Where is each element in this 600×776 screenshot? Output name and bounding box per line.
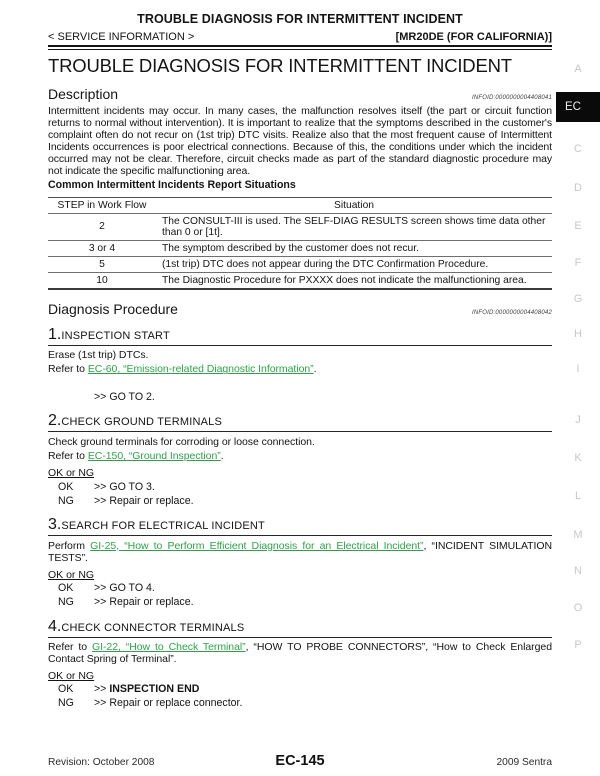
table-cell-step: 3 or 4: [48, 240, 156, 256]
result-row: [48, 496, 552, 508]
result-text: GO TO 4.: [109, 582, 155, 594]
reference-link[interactable]: GI-22, “How to Check Terminal”: [91, 641, 246, 653]
result-text: GO TO 2.: [109, 390, 155, 403]
margin-index-letter: I: [576, 363, 580, 375]
step-heading: [48, 326, 552, 346]
current-section-tab[interactable]: [556, 92, 600, 122]
result-row: [48, 583, 552, 595]
margin-index-letter: N: [574, 565, 582, 577]
margin-index-letter: C: [574, 143, 582, 155]
margin-index-letter: M: [573, 529, 583, 541]
result-text: Repair or replace connector.: [109, 697, 243, 710]
result-text: Repair or replace.: [109, 596, 194, 608]
table-row: [48, 213, 552, 240]
table-cell-step: 10: [48, 272, 156, 289]
revision-label: Revision: October 2008: [48, 757, 155, 768]
result-prefix: >>: [94, 390, 110, 403]
step-body-text: Refer to: [48, 450, 88, 463]
step-body-text: , “INCIDENT SIMULATION TESTS”.: [48, 539, 553, 564]
procedure-infoid-code: INFOID:0000000004408042: [472, 309, 552, 316]
step-body-line: [48, 451, 552, 463]
step-heading: [48, 516, 552, 536]
step-body-text: Erase (1st trip) DTCs.: [48, 349, 149, 362]
reference-link[interactable]: EC-150, “Ground Inspection”: [87, 450, 221, 463]
result-label: NG: [58, 697, 74, 710]
result-label: NG: [58, 494, 74, 507]
step-body-text: , “HOW TO PROBE CONNECTORS”, “How to Check Enlarged Contact Spring of Terminal”.: [48, 641, 552, 665]
step-title: INSPECTION START: [61, 329, 170, 342]
step-body-text: Refer to: [48, 641, 92, 653]
service-information-label: < SERVICE INFORMATION >: [48, 31, 195, 43]
result-action: [94, 684, 199, 696]
description-heading: Description: [48, 86, 119, 102]
result-text: INSPECTION END: [109, 683, 200, 696]
margin-index-letter: J: [575, 414, 581, 426]
margin-index-letter: P: [574, 639, 582, 651]
step-body-line: [48, 541, 552, 565]
description-infoid-code: INFOID:0000000004408041: [472, 95, 552, 101]
step-body-text: .: [313, 363, 317, 376]
result-prefix: >>: [94, 683, 110, 696]
step-body-line: [48, 437, 552, 449]
table-cell-step: 2: [48, 213, 156, 240]
table-cell-situation: The symptom described by the customer does not recur.: [156, 240, 552, 256]
table-cell-situation: The Diagnostic Procedure for PXXXX does not indicate the malfunctioning area.: [156, 272, 552, 289]
model-label: 2009 Sentra: [496, 757, 552, 768]
table-cell-situation: The CONSULT-III is used. The SELF-DIAG RESULTS screen shows time data other than 0 or [1t].: [156, 213, 552, 240]
result-prefix: >>: [94, 596, 110, 608]
step-number: 4.: [48, 617, 62, 635]
reference-link[interactable]: GI-25, “How to Perform Efficient Diagnosis for an Electrical Incident”: [90, 539, 424, 552]
margin-index-letter: L: [574, 490, 582, 502]
running-head-title: TROUBLE DIAGNOSIS FOR INTERMITTENT INCIDENT: [137, 12, 463, 26]
margin-index-letter: K: [574, 452, 582, 464]
step-number: 2.: [48, 412, 62, 430]
step-title: CHECK CONNECTOR TERMINALS: [61, 621, 245, 634]
result-label: OK: [58, 582, 74, 594]
margin-index-letter: G: [573, 293, 583, 305]
ok-or-ng-label: OK or NG: [48, 669, 95, 682]
table-header-row: [48, 197, 552, 213]
table-header-cell: STEP in Work Flow: [48, 197, 156, 213]
step-body-text: Refer to: [48, 363, 88, 376]
result-text: GO TO 3.: [109, 480, 155, 493]
result-label: NG: [58, 596, 74, 608]
margin-index-letter: E: [574, 220, 582, 232]
result-prefix: >>: [94, 480, 110, 493]
procedure-steps: [48, 326, 552, 710]
result-text: Repair or replace.: [109, 494, 194, 507]
result-prefix: >>: [94, 494, 110, 507]
table-cell-step: 5: [48, 256, 156, 272]
page-number: EC-145: [275, 753, 325, 769]
result-action: [94, 392, 155, 404]
step-title: CHECK GROUND TERMINALS: [61, 416, 223, 429]
current-section-label: EC: [565, 101, 581, 113]
result-row: [48, 482, 552, 494]
result-label: [58, 392, 94, 404]
result-action: [94, 496, 194, 508]
table-cell-situation: (1st trip) DTC does not appear during the DTC Confirmation Procedure.: [156, 256, 552, 272]
step-body-text: .: [220, 450, 224, 463]
step-body-line: [48, 364, 552, 376]
result-label: OK: [58, 683, 74, 696]
procedure-step: [48, 326, 552, 404]
result-action: [94, 698, 242, 710]
step-body-text: Check ground terminals for corroding or loose connection.: [48, 435, 315, 448]
step-heading: [48, 618, 552, 638]
table-row: [48, 272, 552, 289]
procedure-step: [48, 618, 552, 710]
result-prefix: >>: [94, 582, 110, 594]
description-paragraph: Intermittent incidents may occur. In many cases, the malfunction resolves itself (the part or circuit function returns to normal without intervention). It is important to realize that the symptoms described in the customer's complaint often do not recur on (1st trip) DTC visits. Realize also that the most frequent cause of Intermittent Incidents occurrences is poor electrical connections. Because of this, the conditions under which the incident occurred may not be clear. Therefore, circuit checks made as part of the standard diagnostic procedure may not indicate the specific malfunctioning area.: [48, 105, 552, 178]
result-label: OK: [58, 480, 74, 493]
step-title: SEARCH FOR ELECTRICAL INCIDENT: [61, 520, 265, 533]
report-situations-heading: Common Intermittent Incidents Report Situations: [48, 178, 296, 191]
ok-or-ng-label: OK or NG: [48, 467, 95, 480]
step-body-text: Perform: [48, 539, 91, 552]
step-body-line: [48, 642, 552, 666]
margin-index-letter: H: [574, 328, 582, 340]
result-action: [94, 597, 194, 609]
step-heading: [48, 412, 552, 432]
step-number: 3.: [48, 516, 62, 534]
step-number: 1.: [48, 325, 62, 343]
result-row: [48, 684, 552, 696]
result-prefix: >>: [94, 697, 110, 710]
page-footer: [48, 753, 552, 769]
table-row: [48, 240, 552, 256]
step-body-line: [48, 350, 552, 362]
reference-link[interactable]: EC-60, “Emission-related Diagnostic Information”: [87, 363, 314, 376]
spacer: [48, 376, 552, 389]
margin-index-letter: F: [574, 257, 582, 269]
incident-situations-table: [48, 197, 552, 290]
result-row: [48, 698, 552, 710]
table-header-cell: Situation: [156, 197, 552, 213]
result-row: [48, 597, 552, 609]
manual-page-content: [48, 12, 552, 710]
result-action: [94, 482, 155, 494]
margin-index-letter: A: [574, 63, 582, 75]
procedure-heading: Diagnosis Procedure: [48, 300, 178, 317]
procedure-section-head: [48, 301, 552, 317]
running-head-subline: [48, 31, 552, 43]
margin-index-letter: O: [573, 602, 583, 614]
procedure-step: [48, 412, 552, 507]
margin-index-letter: D: [574, 182, 582, 194]
table-row: [48, 256, 552, 272]
result-action: [94, 583, 155, 595]
header-rule: [48, 45, 552, 50]
result-row: [48, 392, 552, 404]
ok-or-ng-label: OK or NG: [48, 568, 95, 581]
description-section-head: [48, 86, 552, 102]
engine-variant-label: [MR20DE (FOR CALIFORNIA)]: [395, 31, 552, 43]
procedure-step: [48, 516, 552, 608]
page-title: TROUBLE DIAGNOSIS FOR INTERMITTENT INCIDENT: [48, 55, 512, 76]
